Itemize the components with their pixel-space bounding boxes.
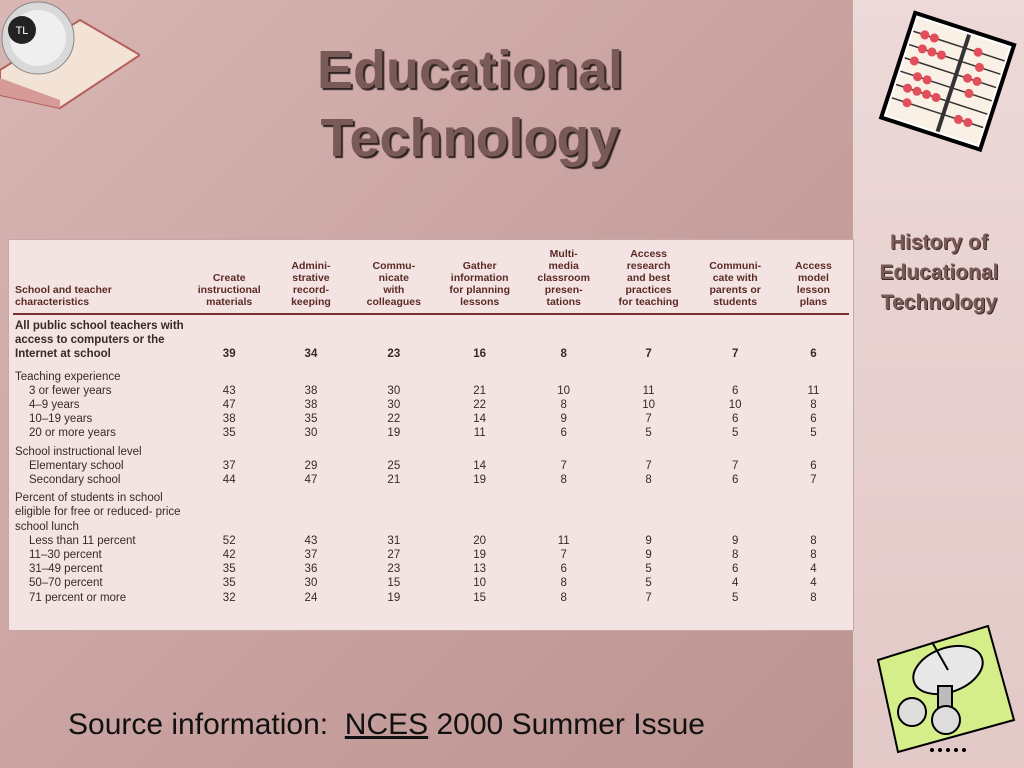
table-cell: 14 (473, 459, 487, 472)
column-header (437, 248, 523, 314)
source-prefix: Source information: (68, 708, 345, 741)
title-line-2: Technology (320, 108, 620, 168)
table-row (13, 384, 849, 398)
title-line-1: Educational (316, 40, 624, 100)
table-cell (188, 441, 271, 459)
row-label: 4–9 years (29, 399, 80, 412)
source-suffix: 2000 Summer Issue (428, 708, 705, 741)
table-cell: 6 (810, 413, 817, 426)
nces-link[interactable]: NCES (344, 708, 429, 741)
column-header (188, 248, 271, 314)
column-header (605, 248, 693, 314)
sidebar-link-line-2: Educational (879, 261, 999, 284)
row-label: 20 or more years (29, 427, 116, 440)
table-cell: 19 (473, 474, 487, 487)
column-header-line: nicate (378, 272, 409, 284)
table-cell: 9 (560, 413, 567, 426)
row-label: All public school teachers with access to computers or the Internet at school (15, 320, 184, 361)
column-header-line: record- (292, 284, 330, 296)
table-cell (523, 487, 605, 534)
table-cell (437, 487, 523, 534)
column-header (523, 248, 605, 314)
table-cell: 5 (731, 427, 739, 440)
table-cell: 32 (222, 591, 236, 604)
satellite-dish-icon (868, 620, 1018, 760)
table-cell: 8 (731, 549, 739, 562)
table-cell: 43 (222, 384, 236, 397)
table-cell (188, 366, 271, 384)
table-cell: 8 (560, 399, 567, 412)
row-label: Elementary school (29, 459, 124, 472)
column-header-line: Create (212, 272, 246, 284)
table-cell: 19 (387, 427, 401, 440)
table-cell: 11 (557, 534, 570, 547)
table-cell: 9 (645, 534, 652, 547)
sidebar-link-line-3: Technology (880, 291, 998, 314)
column-header-line: Commu- (372, 260, 416, 272)
table-cell: 10 (728, 399, 742, 412)
table-cell: 8 (560, 474, 567, 487)
table-cell: 4 (810, 563, 817, 576)
table-cell: 21 (387, 474, 401, 487)
column-header (693, 248, 778, 314)
table-cell: 29 (304, 459, 318, 472)
table-cell: 5 (645, 577, 652, 590)
table-cell: 8 (810, 534, 817, 547)
table-header-row (13, 248, 849, 314)
table-cell: 31 (387, 534, 401, 547)
table-cell: 5 (731, 591, 739, 604)
table-cell: 23 (387, 348, 401, 361)
column-header-line: School and teacher (15, 284, 112, 296)
table-cell: 42 (222, 549, 236, 562)
table-cell: 8 (560, 591, 567, 604)
table-cell: 15 (473, 591, 487, 604)
row-label: 50–70 percent (29, 577, 103, 590)
row-label: School instructional level (15, 445, 142, 458)
row-label: Percent of students in school eligible for free or reduced- price school lunch (15, 492, 181, 533)
table-cell: 5 (645, 563, 652, 576)
table-cell (778, 441, 849, 459)
table-row (13, 576, 849, 590)
column-header-line: Access (630, 248, 667, 260)
table-cell: 19 (387, 591, 401, 604)
table-cell: 4 (731, 577, 739, 590)
table-row (13, 426, 849, 440)
table-cell: 30 (304, 427, 318, 440)
column-header (351, 248, 437, 314)
table-cell: 35 (222, 563, 236, 576)
table-cell: 19 (473, 549, 487, 562)
history-of-educational-technology-link[interactable] (858, 228, 1020, 318)
table-cell: 9 (731, 534, 739, 547)
table-cell: 10 (557, 384, 571, 397)
table-cell (351, 366, 437, 384)
table-cell: 6 (810, 459, 817, 472)
row-label: 10–19 years (29, 413, 93, 426)
column-header-line: cate with (712, 272, 758, 284)
table-cell: 8 (560, 577, 567, 590)
table-cell: 35 (304, 413, 318, 426)
table-cell: 23 (387, 563, 401, 576)
table-cell (693, 366, 778, 384)
table-cell (437, 441, 523, 459)
table-cell: 52 (222, 534, 236, 547)
table-cell: 35 (222, 577, 236, 590)
survey-table (13, 248, 849, 605)
row-label: Teaching experience (15, 370, 121, 383)
row-label: 3 or fewer years (29, 384, 112, 397)
table-cell: 6 (731, 563, 739, 576)
table-cell: 7 (560, 459, 567, 472)
table-cell: 8 (810, 591, 817, 604)
table-cell (605, 366, 693, 384)
table-cell (778, 366, 849, 384)
column-header-line: and best (626, 272, 671, 284)
table-cell: 37 (222, 459, 236, 472)
table-cell: 38 (222, 413, 236, 426)
table-cell: 25 (387, 459, 401, 472)
table-cell: 8 (810, 549, 817, 562)
table-cell (693, 487, 778, 534)
table-cell: 11 (807, 384, 820, 397)
table-cell: 6 (731, 474, 739, 487)
column-header-line: lesson (796, 284, 831, 296)
table-cell: 8 (645, 474, 652, 487)
column-header-line: tations (546, 296, 581, 308)
table-cell: 22 (387, 413, 401, 426)
column-header-line: presen- (544, 284, 583, 296)
table-cell: 22 (473, 399, 487, 412)
table-cell: 35 (222, 427, 236, 440)
table-cell: 47 (222, 399, 236, 412)
table-cell: 7 (810, 474, 817, 487)
table-cell: 38 (304, 384, 318, 397)
table-cell: 5 (810, 427, 817, 440)
table-cell (271, 441, 351, 459)
column-header-line: instructional (197, 284, 261, 296)
table-cell: 10 (642, 399, 655, 412)
table-row (13, 534, 849, 548)
table-cell (351, 487, 437, 534)
table-cell: 7 (560, 549, 567, 562)
column-header-line: with (383, 284, 405, 296)
column-header-line: Admini- (291, 260, 331, 272)
row-label: 11–30 percent (29, 549, 102, 562)
table-cell: 44 (222, 474, 236, 487)
table-cell: 6 (731, 413, 739, 426)
column-header (271, 248, 351, 314)
column-header-line: keeping (291, 296, 331, 308)
table-cell: 43 (304, 534, 318, 547)
cd-book-icon (0, 0, 140, 112)
table-cell: 13 (473, 563, 487, 576)
table-cell: 36 (304, 563, 318, 576)
table-cell: 7 (645, 413, 652, 426)
table-cell: 20 (473, 534, 487, 547)
table-cell: 16 (473, 348, 487, 361)
column-header-line: information (450, 272, 509, 284)
table-row (13, 548, 849, 562)
source-information (68, 708, 705, 742)
table-row (13, 473, 849, 487)
table-cell: 7 (645, 591, 652, 604)
table-cell: 30 (304, 577, 318, 590)
column-header-line: materials (206, 296, 253, 308)
row-label: 31–49 percent (29, 563, 103, 576)
table-cell (188, 487, 271, 534)
table-cell: 11 (642, 384, 655, 397)
column-header (13, 248, 188, 314)
table-cell: 15 (387, 577, 401, 590)
table-row (13, 412, 849, 426)
table-cell: 9 (645, 549, 652, 562)
table-row (13, 562, 849, 576)
table-cell (605, 441, 693, 459)
column-header-line: practices (625, 284, 672, 296)
column-header-line: model (797, 272, 829, 284)
table-cell: 6 (810, 348, 817, 361)
column-header-line: classroom (537, 272, 590, 284)
table-cell: 38 (304, 399, 318, 412)
table-cell (351, 441, 437, 459)
table-cell: 4 (810, 577, 817, 590)
table-cell: 7 (731, 459, 739, 472)
table-cell: 21 (473, 384, 487, 397)
table-cell: 6 (731, 384, 739, 397)
column-header-line: Gather (462, 260, 497, 272)
table-cell (523, 441, 605, 459)
table-cell: 34 (304, 348, 318, 361)
table-cell: 6 (560, 427, 567, 440)
table-group-heading (13, 366, 849, 384)
table-cell: 37 (304, 549, 318, 562)
column-header-line: lessons (460, 296, 500, 308)
table-cell (778, 487, 849, 534)
column-header (778, 248, 849, 314)
abacus-icon (874, 4, 1020, 156)
column-header-line: students (713, 296, 758, 308)
row-label: Secondary school (29, 474, 121, 487)
table-cell: 24 (304, 591, 318, 604)
svg-text:TL: TL (15, 25, 29, 37)
table-cell: 11 (473, 427, 486, 440)
column-header-line: colleagues (366, 296, 421, 308)
table-cell: 39 (222, 348, 236, 361)
table-cell (605, 487, 693, 534)
table-cell (523, 366, 605, 384)
table-cell: 14 (473, 413, 487, 426)
table-cell: 8 (810, 399, 817, 412)
column-header-line: strative (292, 272, 330, 284)
column-header-line: parents or (709, 284, 761, 296)
row-label: 71 percent or more (29, 591, 127, 604)
table-cell: 8 (560, 348, 567, 361)
column-header-line: for planning (449, 284, 510, 296)
column-header-line: Communi- (709, 260, 762, 272)
table-cell: 7 (645, 459, 652, 472)
table-row (13, 398, 849, 412)
table-cell: 30 (387, 384, 401, 397)
column-header-line: research (626, 260, 671, 272)
survey-table-figure (8, 239, 854, 631)
column-header-line: Multi- (549, 248, 578, 260)
table-cell: 10 (473, 577, 487, 590)
table-cell (693, 441, 778, 459)
table-cell: 30 (387, 399, 401, 412)
table-cell: 7 (731, 348, 739, 361)
table-cell: 27 (387, 549, 401, 562)
table-row (13, 459, 849, 473)
row-label: Less than 11 percent (29, 534, 136, 547)
table-group-heading (13, 441, 849, 459)
column-header-line: characteristics (15, 296, 90, 308)
table-cell (271, 366, 351, 384)
table-row (13, 591, 849, 605)
table-cell (437, 366, 523, 384)
sidebar-link-line-1: History of (889, 231, 988, 254)
column-header-line: for teaching (618, 296, 679, 308)
table-cell: 47 (304, 474, 318, 487)
table-cell: 6 (560, 563, 567, 576)
table-group-heading (13, 487, 849, 534)
table-cell: 5 (645, 427, 652, 440)
table-cell (271, 487, 351, 534)
page-title (280, 36, 660, 172)
column-header-line: media (548, 260, 579, 272)
column-header-line: plans (799, 296, 828, 308)
table-cell: 7 (645, 348, 652, 361)
column-header-line: Access (795, 260, 832, 272)
table-row-total (13, 314, 849, 366)
